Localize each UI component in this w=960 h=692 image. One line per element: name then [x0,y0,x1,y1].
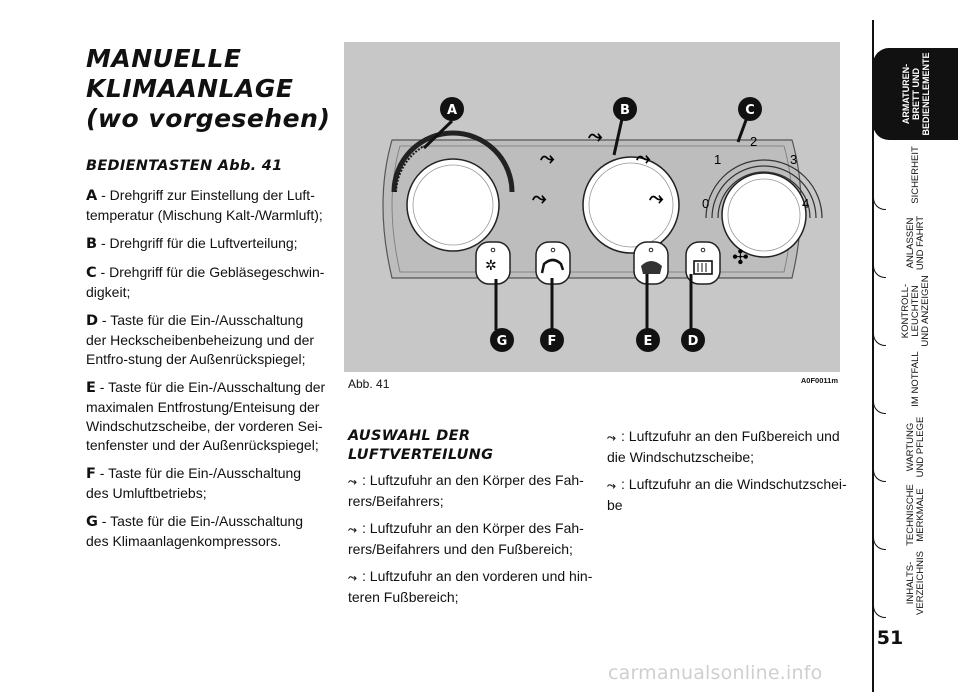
svg-text:⤳: ⤳ [588,126,603,147]
windshield-vent-icon: ⤳ [607,480,616,492]
svg-text:⤳: ⤳ [636,148,651,169]
figure-41 [344,42,840,392]
distribution-heading-line-2: LUFTVERTEILUNG [348,447,494,463]
climate-panel-illustration [344,42,840,372]
distribution-item-3 [348,567,594,607]
figure-caption: Abb. 41 [348,377,390,391]
control-key: C [86,265,97,281]
distribution-text: : Luftzufuhr an den Körper des Fah-rers/Beifahrers und den Fußbereich; [348,520,584,557]
tab-kontrollleuchten[interactable] [873,275,958,347]
controls-section [86,157,326,560]
distribution-item-4 [607,427,852,467]
title-line-3: (wo vorgesehen) [86,104,331,133]
svg-text:⤳: ⤳ [540,148,555,169]
control-item-c [86,263,326,302]
distribution-item-5 [607,475,852,515]
tab-anlassen[interactable] [873,210,958,276]
fan-scale-1: 1 [714,152,722,167]
tab-label: INHALTS- VERZEICHNIS [904,551,926,615]
control-item-b [86,234,326,254]
control-text: - Drehgriff für die Gebläsegeschwin-digkeit; [86,264,325,300]
fan-scale-3: 3 [790,152,798,167]
body-vent-icon: ⤳ [348,476,357,488]
title-line-1: MANUELLE [86,44,242,73]
control-text: - Taste für die Ein-/Ausschaltung der Heckscheibenbeheizung und der Entfro-stung der Außenrückspiegel; [86,312,315,367]
control-text: - Taste für die Ein-/Ausschaltung des Klimaanlagenkompressors. [86,513,304,549]
callout-g: G [496,334,508,349]
distribution-heading-line-1: AUSWAHL DER [348,428,471,444]
feet-vent-icon: ⤳ [348,572,357,584]
feet-windshield-vent-icon: ⤳ [607,432,616,444]
distribution-heading [348,427,594,465]
fan-scale-2: 2 [750,134,758,149]
control-item-a [86,186,326,225]
svg-text:⤳: ⤳ [532,188,547,209]
callout-c: C [745,103,755,118]
max-defrost-button [634,242,668,284]
distribution-section-continued [607,427,852,523]
fan-scale-0: 0 [702,196,710,211]
rear-window-defrost-icon [694,261,712,274]
tab-label: SICHERHEIT [909,146,921,204]
control-key: A [86,188,98,204]
distribution-text: : Luftzufuhr an den vorderen und hin-teren Fußbereich; [348,568,593,605]
figure-code: A0F0011m [800,376,838,385]
control-item-d [86,311,326,369]
title-line-2: KLIMAANLAGE [86,74,294,103]
control-item-e [86,378,326,455]
distribution-text: : Luftzufuhr an den Fußbereich und die Windschutzscheibe; [607,428,840,465]
tab-sicherheit[interactable] [873,142,958,208]
tab-technische-merkmale[interactable] [873,482,958,548]
callout-d: D [687,334,699,349]
tab-armaturenbrett[interactable] [873,48,958,140]
body-feet-vent-icon: ⤳ [348,524,357,536]
control-item-f [86,464,326,503]
tab-label: KONTROLL- LEUCHTEN UND ANZEIGEN [899,275,931,347]
control-text: - Taste für die Ein-/Ausschaltung der maximalen Entfrostung/Enteisung der Windschutzscheibe, der vorderen Sei-tenfenster und der Außenrückspiegel; [86,379,326,453]
callout-e: E [643,334,653,349]
callout-b: B [620,103,630,118]
callout-a: A [446,103,458,118]
tab-inhaltsverzeichnis[interactable] [873,550,958,616]
control-text: - Drehgriff zur Einstellung der Luft-temperatur (Mischung Kalt-/Warmluft); [86,187,323,223]
tab-label: ARMATUREN- BRETT UND BEDIENELEMENTE [900,52,931,136]
svg-text:⤳: ⤳ [649,188,664,209]
tab-label: IM NOTFALL [909,351,921,407]
control-key: F [86,466,96,482]
distribution-section [348,427,594,615]
callout-f: F [547,334,557,349]
tab-label: WARTUNG UND PFLEGE [904,416,926,478]
distribution-item-1 [348,471,594,511]
page-number: 51 [876,627,904,649]
ac-compressor-button [476,242,510,284]
tab-label: TECHNISCHE MERKMALE [904,484,926,546]
controls-heading: BEDIENTASTEN Abb. 41 [86,158,283,174]
control-text: - Taste für die Ein-/Ausschaltung des Umluftbetriebs; [86,465,302,501]
tab-label: ANLASSEN UND FAHRT [904,215,926,271]
control-text: - Drehgriff für die Luftverteilung; [97,235,298,251]
snowflake-icon: ✲ [485,258,497,274]
distribution-item-2 [348,519,594,559]
fan-icon: ✣ [732,245,749,269]
tab-wartung[interactable] [873,414,958,480]
climate-panel-drawing [344,42,840,372]
control-item-g [86,512,326,551]
recirculation-button [536,242,570,284]
distribution-text: : Luftzufuhr an die Windschutzschei-be [607,476,847,513]
tab-notfall[interactable] [873,346,958,412]
page-title [86,44,346,134]
control-key: D [86,313,99,329]
control-key: E [86,380,96,396]
control-key: B [86,236,98,252]
chapter-sidebar [868,20,960,692]
distribution-text: : Luftzufuhr an den Körper des Fah-rers/Beifahrers; [348,472,584,509]
control-key: G [86,514,98,530]
watermark: carmanualsonline.info [608,662,823,684]
fan-scale-4: 4 [802,196,810,211]
